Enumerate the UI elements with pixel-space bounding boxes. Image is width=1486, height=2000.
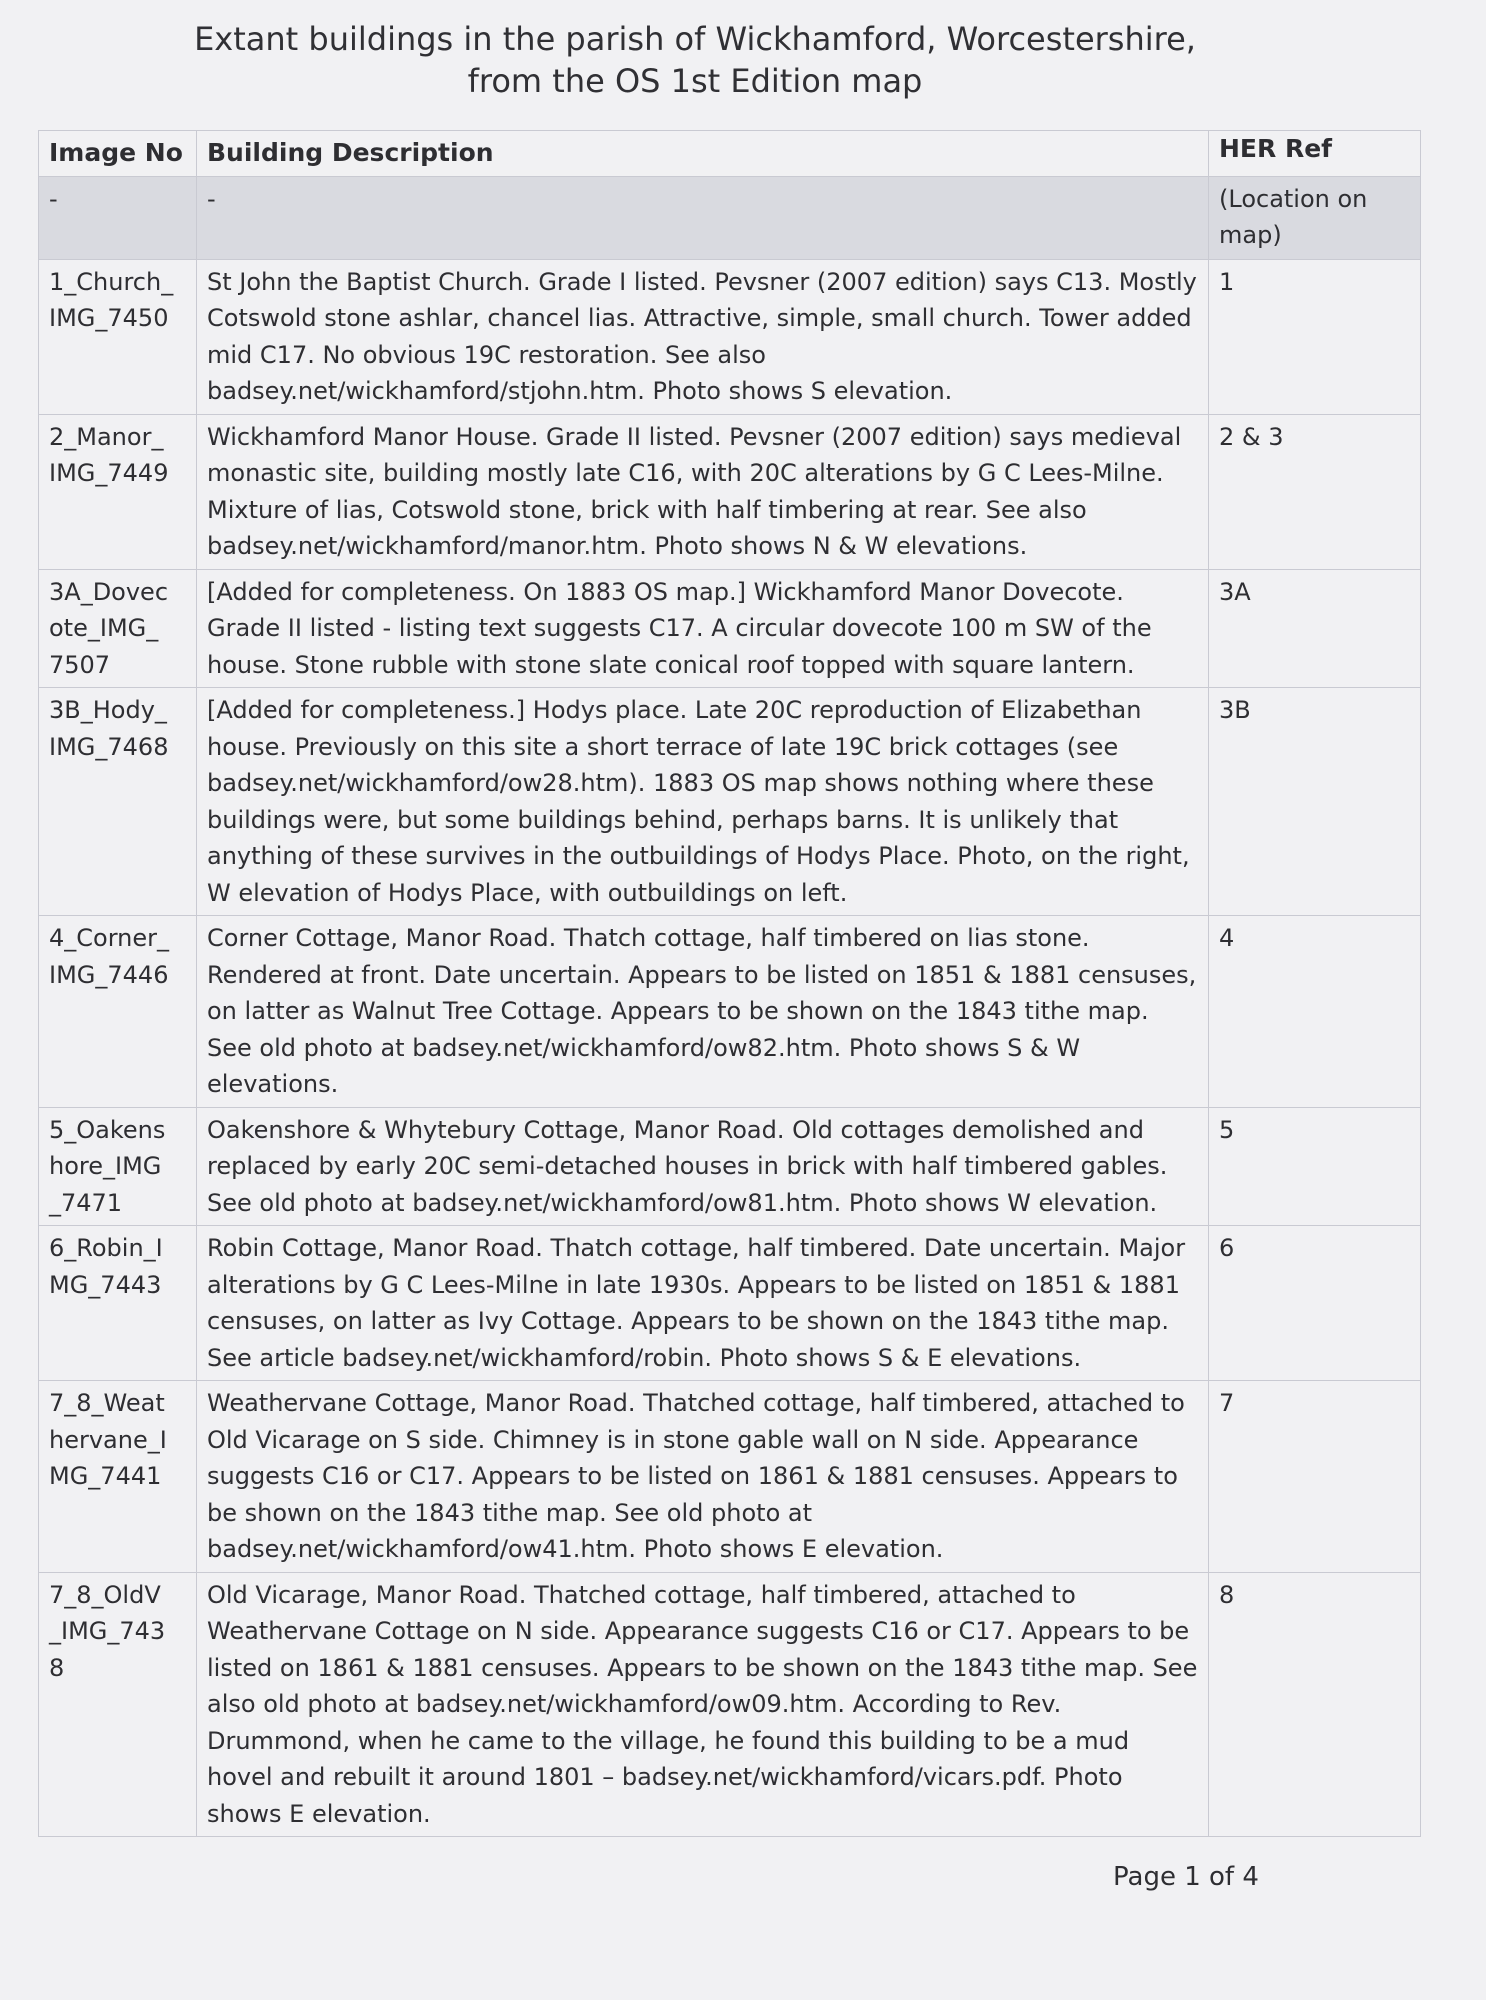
subheader-description: - bbox=[197, 176, 1209, 259]
cell-image-no: 3A_Dovec ote_IMG_ 7507 bbox=[39, 569, 197, 688]
table-row bbox=[39, 916, 1421, 1108]
table-body bbox=[39, 259, 1421, 1837]
cell-her-ref: 1 bbox=[1209, 259, 1421, 414]
buildings-table bbox=[38, 130, 1421, 1837]
page-title bbox=[0, 18, 1390, 102]
cell-description: Old Vicarage, Manor Road. Thatched cottage, half timbered, attached to Weathervane Cottage on N side. Appearance suggests C16 or C17. Appears to be listed on 1861 & 1881 censuses. Appears to be shown on the 1843 tithe map. See also old photo at badsey.net/wickhamford/ow09.htm. According to Rev. Drummond, when he came to the village, he found this building to be a mud hovel and rebuilt it around 1801 – badsey.net/wickhamford/vicars.pdf. Photo shows E elevation. bbox=[197, 1572, 1209, 1837]
cell-image-no: 4_Corner_ IMG_7446 bbox=[39, 916, 197, 1108]
subheader-image-no: - bbox=[39, 176, 197, 259]
cell-her-ref: 3A bbox=[1209, 569, 1421, 688]
cell-description: Corner Cottage, Manor Road. Thatch cottage, half timbered on lias stone. Rendered at front. Date uncertain. Appears to be listed on 1851 & 1881 censuses, on latter as Walnut Tree Cottage. Appears to be shown on the 1843 tithe map. See old photo at badsey.net/wickhamford/ow82.htm. Photo shows S & W elevations. bbox=[197, 916, 1209, 1108]
cell-image-no: 2_Manor_ IMG_7449 bbox=[39, 414, 197, 569]
title-line-1: Extant buildings in the parish of Wickhamford, Worcestershire, bbox=[194, 20, 1196, 58]
table-row bbox=[39, 1572, 1421, 1837]
cell-her-ref: 3B bbox=[1209, 688, 1421, 916]
cell-description: Oakenshore & Whytebury Cottage, Manor Road. Old cottages demolished and replaced by early 20C semi-detached houses in brick with half timbered gables. See old photo at badsey.net/wickhamford/ow81.htm. Photo shows W elevation. bbox=[197, 1107, 1209, 1226]
cell-her-ref: 5 bbox=[1209, 1107, 1421, 1226]
cell-image-no: 7_8_Weat hervane_I MG_7441 bbox=[39, 1381, 197, 1573]
table-row bbox=[39, 688, 1421, 916]
cell-description: [Added for completeness. On 1883 OS map.] Wickhamford Manor Dovecote. Grade II listed - listing text suggests C17. A circular dovecote 100 m SW of the house. Stone rubble with stone slate conical roof topped with square lantern. bbox=[197, 569, 1209, 688]
cell-image-no: 7_8_OldV _IMG_743 8 bbox=[39, 1572, 197, 1837]
cell-her-ref: 2 & 3 bbox=[1209, 414, 1421, 569]
table-row bbox=[39, 259, 1421, 414]
cell-description: St John the Baptist Church. Grade I listed. Pevsner (2007 edition) says C13. Mostly Cotswold stone ashlar, chancel lias. Attractive, simple, small church. Tower added mid C17. No obvious 19C restoration. See also badsey.net/wickhamford/stjohn.htm. Photo shows S elevation. bbox=[197, 259, 1209, 414]
cell-description: Wickhamford Manor House. Grade II listed. Pevsner (2007 edition) says medieval monastic site, building mostly late C16, with 20C alterations by G C Lees-Milne. Mixture of lias, Cotswold stone, brick with half timbering at rear. See also badsey.net/wickhamford/manor.htm. Photo shows N & W elevations. bbox=[197, 414, 1209, 569]
cell-image-no: 5_Oakens hore_IMG _7471 bbox=[39, 1107, 197, 1226]
title-line-2: from the OS 1st Edition map bbox=[467, 62, 923, 100]
cell-her-ref: 6 bbox=[1209, 1226, 1421, 1381]
header-her-ref: HER Ref bbox=[1209, 131, 1421, 177]
cell-image-no: 6_Robin_I MG_7443 bbox=[39, 1226, 197, 1381]
cell-her-ref: 4 bbox=[1209, 916, 1421, 1108]
cell-description: Weathervane Cottage, Manor Road. Thatched cottage, half timbered, attached to Old Vicarage on S side. Chimney is in stone gable wall on N side. Appearance suggests C16 or C17. Appears to be listed on 1861 & 1881 censuses. Appears to be shown on the 1843 tithe map. See old photo at badsey.net/wickhamford/ow41.htm. Photo shows E elevation. bbox=[197, 1381, 1209, 1573]
table-row bbox=[39, 1226, 1421, 1381]
cell-her-ref: 8 bbox=[1209, 1572, 1421, 1837]
table-row bbox=[39, 1107, 1421, 1226]
table-row bbox=[39, 414, 1421, 569]
table-header-row bbox=[39, 131, 1421, 177]
cell-image-no: 3B_Hody_ IMG_7468 bbox=[39, 688, 197, 916]
cell-her-ref: 7 bbox=[1209, 1381, 1421, 1573]
page-number: Page 1 of 4 bbox=[1113, 1862, 1259, 1892]
header-description: Building Description bbox=[197, 131, 1209, 177]
table-row bbox=[39, 1381, 1421, 1573]
cell-image-no: 1_Church_ IMG_7450 bbox=[39, 259, 197, 414]
cell-description: [Added for completeness.] Hodys place. Late 20C reproduction of Elizabethan house. Previously on this site a short terrace of late 19C brick cottages (see badsey.net/wickhamford/ow28.htm). 1883 OS map shows nothing where these buildings were, but some buildings behind, perhaps barns. It is unlikely that anything of these survives in the outbuildings of Hodys Place. Photo, on the right, W elevation of Hodys Place, with outbuildings on left. bbox=[197, 688, 1209, 916]
subheader-her-ref: (Location on map) bbox=[1209, 176, 1421, 259]
table-row bbox=[39, 569, 1421, 688]
cell-description: Robin Cottage, Manor Road. Thatch cottage, half timbered. Date uncertain. Major alterations by G C Lees-Milne in late 1930s. Appears to be listed on 1851 & 1881 censuses, on latter as Ivy Cottage. Appears to be shown on the 1843 tithe map. See article badsey.net/wickhamford/robin. Photo shows S & E elevations. bbox=[197, 1226, 1209, 1381]
table-subheader-row bbox=[39, 176, 1421, 259]
header-image-no: Image No bbox=[39, 131, 197, 177]
